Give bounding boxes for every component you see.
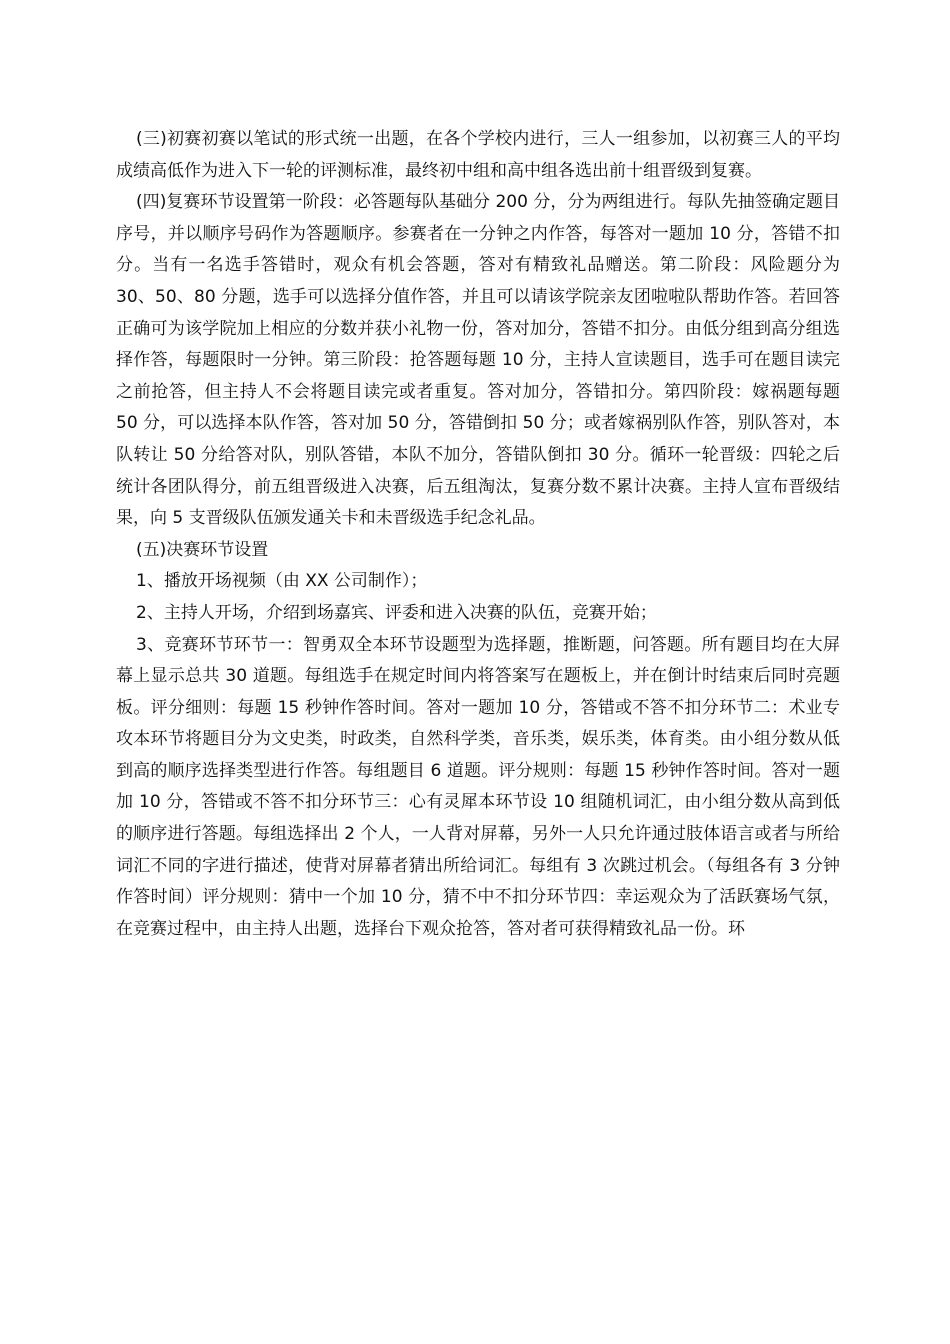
paragraph-final-heading: (五)决赛环节设置 <box>136 539 269 560</box>
paragraph-final-item-3: 3、竞赛环节环节一：智勇双全本环节设题型为选择题，推断题，问答题。所有题目均在大屏幕上显示总共 30 道题。每组选手在规定时间内将答案写在题板上，并在倒计时结束后同时亮题板。评分细则：每题 15 秒钟作答时间。答对一题加 10 分，答错或不答不扣分环节二：术业专攻本环节将题目分为文史类，时政类，自然科学类，音乐类，娱乐类，体育类。由小组分数从低到高的顺序选择类型进行作答。每组题目 6 道题。评分规则：每题 15 秒钟作答时间。答对一题加 10 分，答错或不答不扣分环节三：心有灵犀本环节设 10 组随机词汇，由小组分数从高到低的顺序进行答题。每组选择出 2 个人，一人背对屏幕，另外一人只允许通过肢体语言或者与所给词汇不同的字进行描述，使背对屏幕者猜出所给词汇。每组有 3 次跳过机会。（每组各有 3 分钟作答时间）评分规则：猜中一个加 10 分，猜不中不扣分环节四：幸运观众为了活跃赛场气氛，在竞赛过程中，由主持人出题，选择台下观众抢答，答对者可获得精致礼品一份。环 <box>116 634 840 939</box>
paragraph-final-item-2: 2、主持人开场，介绍到场嘉宾、评委和进入决赛的队伍，竞赛开始； <box>136 602 657 623</box>
document-body <box>116 124 840 945</box>
paragraph-semifinal-setup: (四)复赛环节设置第一阶段：必答题每队基础分 200 分，分为两组进行。每队先抽签确定题目序号，并以顺序号码作为答题顺序。参赛者在一分钟之内作答，每答对一题加 10 分，答错不扣分。当有一名选手答错时，观众有机会答题，答对有精致礼品赠送。第二阶段：风险题分为 30、50、80 分题，选手可以选择分值作答，并且可以请该学院亲友团啦啦队帮助作答。若回答正确可为该学院加上相应的分数并获小礼物一份，答对加分，答错不扣分。由低分组到高分组选择作答，每题限时一分钟。第三阶段：抢答题每题 10 分，主持人宣读题目，选手可在题目读完之前抢答，但主持人不会将题目读完或者重复。答对加分，答错扣分。第四阶段：嫁祸题每题 50 分，可以选择本队作答，答对加 50 分，答错倒扣 50 分；或者嫁祸别队作答，别队答对，本队转让 50 分给答对队，别队答错，本队不加分，答错队倒扣 30 分。循环一轮晋级：四轮之后统计各团队得分，前五组晋级进入决赛，后五组淘汰，复赛分数不累计决赛。主持人宣布晋级结果，向 5 支晋级队伍颁发通关卡和未晋级选手纪念礼品。 <box>116 192 840 529</box>
paragraph-final-item-1: 1、播放开场视频（由 XX 公司制作）； <box>136 571 428 592</box>
paragraph-preliminary-round: (三)初赛初赛以笔试的形式统一出题，在各个学校内进行，三人一组参加，以初赛三人的平均成绩高低作为进入下一轮的评测标准，最终初中组和高中组各选出前十组晋级到复赛。 <box>116 129 840 181</box>
